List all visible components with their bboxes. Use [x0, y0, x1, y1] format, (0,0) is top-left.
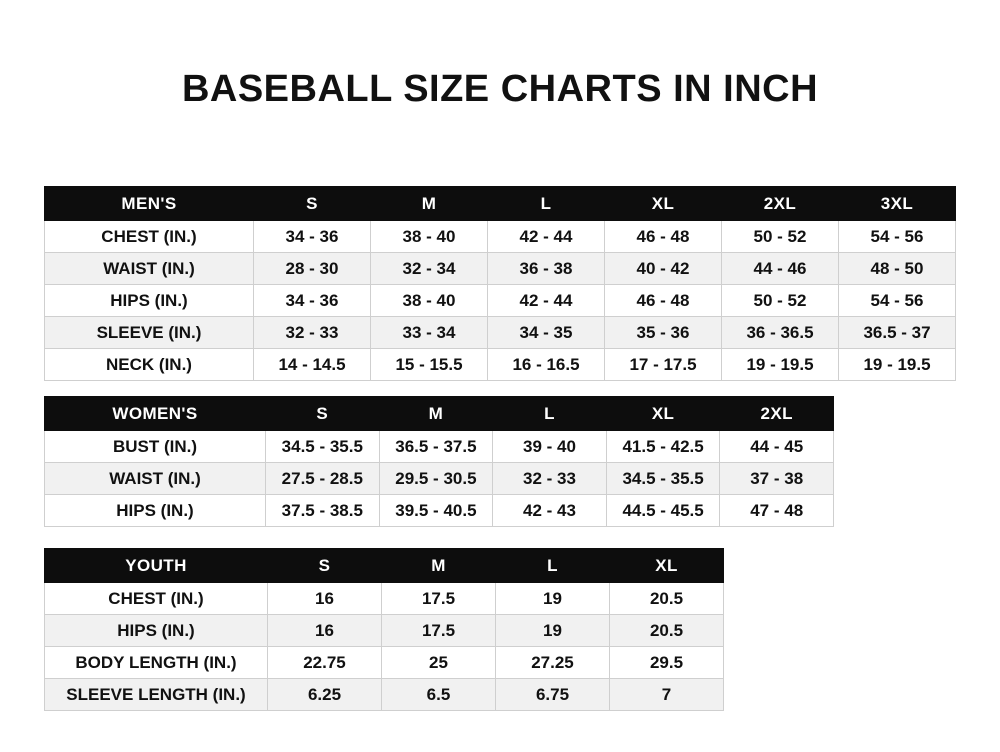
- row-label: WAIST (IN.): [45, 253, 254, 285]
- measurement-cell: 28 - 30: [254, 253, 371, 285]
- column-header-2xl: 2XL: [722, 187, 839, 221]
- measurement-cell: 19: [496, 615, 610, 647]
- row-label: HIPS (IN.): [45, 615, 268, 647]
- table-header-row: [45, 397, 834, 431]
- column-header-m: M: [379, 397, 493, 431]
- measurement-cell: 33 - 34: [371, 317, 488, 349]
- measurement-cell: 32 - 33: [493, 463, 607, 495]
- measurement-cell: 36 - 38: [488, 253, 605, 285]
- womens-chart-title-cell: WOMEN'S: [45, 397, 266, 431]
- measurement-cell: 17 - 17.5: [605, 349, 722, 381]
- measurement-cell: 54 - 56: [839, 285, 956, 317]
- measurement-cell: 39.5 - 40.5: [379, 495, 493, 527]
- measurement-cell: 17.5: [382, 615, 496, 647]
- measurement-cell: 46 - 48: [605, 221, 722, 253]
- measurement-cell: 29.5 - 30.5: [379, 463, 493, 495]
- measurement-cell: 47 - 48: [720, 495, 834, 527]
- measurement-cell: 7: [610, 679, 724, 711]
- measurement-cell: 27.25: [496, 647, 610, 679]
- row-label: CHEST (IN.): [45, 221, 254, 253]
- table-row: [45, 253, 956, 285]
- measurement-cell: 40 - 42: [605, 253, 722, 285]
- measurement-cell: 41.5 - 42.5: [606, 431, 720, 463]
- measurement-cell: 6.75: [496, 679, 610, 711]
- youth-chart-title-cell: YOUTH: [45, 549, 268, 583]
- mens-chart-title-cell: MEN'S: [45, 187, 254, 221]
- column-header-m: M: [371, 187, 488, 221]
- measurement-cell: 44 - 45: [720, 431, 834, 463]
- row-label: HIPS (IN.): [45, 285, 254, 317]
- measurement-cell: 29.5: [610, 647, 724, 679]
- measurement-cell: 34 - 35: [488, 317, 605, 349]
- measurement-cell: 37.5 - 38.5: [266, 495, 380, 527]
- measurement-cell: 19: [496, 583, 610, 615]
- measurement-cell: 20.5: [610, 583, 724, 615]
- measurement-cell: 6.5: [382, 679, 496, 711]
- measurement-cell: 44 - 46: [722, 253, 839, 285]
- table-row: [45, 463, 834, 495]
- column-header-xl: XL: [610, 549, 724, 583]
- measurement-cell: 38 - 40: [371, 285, 488, 317]
- table-row: [45, 431, 834, 463]
- measurement-cell: 20.5: [610, 615, 724, 647]
- mens-chart-header: [45, 187, 956, 221]
- table-row: [45, 349, 956, 381]
- table-row: [45, 285, 956, 317]
- measurement-cell: 34.5 - 35.5: [606, 463, 720, 495]
- column-header-l: L: [496, 549, 610, 583]
- column-header-3xl: 3XL: [839, 187, 956, 221]
- measurement-cell: 42 - 44: [488, 221, 605, 253]
- measurement-cell: 39 - 40: [493, 431, 607, 463]
- youth-chart-header: [45, 549, 724, 583]
- table-row: [45, 647, 724, 679]
- measurement-cell: 38 - 40: [371, 221, 488, 253]
- measurement-cell: 44.5 - 45.5: [606, 495, 720, 527]
- womens-size-chart: [44, 396, 834, 527]
- column-header-m: M: [382, 549, 496, 583]
- table-row: [45, 583, 724, 615]
- measurement-cell: 6.25: [268, 679, 382, 711]
- column-header-s: S: [254, 187, 371, 221]
- column-header-2xl: 2XL: [720, 397, 834, 431]
- measurement-cell: 42 - 43: [493, 495, 607, 527]
- measurement-cell: 42 - 44: [488, 285, 605, 317]
- measurement-cell: 34 - 36: [254, 221, 371, 253]
- table-row: [45, 221, 956, 253]
- womens-chart-header: [45, 397, 834, 431]
- row-label: SLEEVE (IN.): [45, 317, 254, 349]
- measurement-cell: 32 - 34: [371, 253, 488, 285]
- row-label: HIPS (IN.): [45, 495, 266, 527]
- measurement-cell: 54 - 56: [839, 221, 956, 253]
- table-row: [45, 615, 724, 647]
- page-title: BASEBALL SIZE CHARTS IN INCH: [181, 68, 819, 110]
- row-label: BUST (IN.): [45, 431, 266, 463]
- measurement-cell: 32 - 33: [254, 317, 371, 349]
- row-label: WAIST (IN.): [45, 463, 266, 495]
- mens-chart-body: [45, 221, 956, 381]
- measurement-cell: 50 - 52: [722, 221, 839, 253]
- measurement-cell: 37 - 38: [720, 463, 834, 495]
- measurement-cell: 19 - 19.5: [722, 349, 839, 381]
- measurement-cell: 27.5 - 28.5: [266, 463, 380, 495]
- row-label: CHEST (IN.): [45, 583, 268, 615]
- row-label: BODY LENGTH (IN.): [45, 647, 268, 679]
- row-label: NECK (IN.): [45, 349, 254, 381]
- measurement-cell: 36.5 - 37.5: [379, 431, 493, 463]
- measurement-cell: 48 - 50: [839, 253, 956, 285]
- table-row: [45, 317, 956, 349]
- measurement-cell: 36 - 36.5: [722, 317, 839, 349]
- mens-size-chart: [44, 186, 956, 381]
- measurement-cell: 50 - 52: [722, 285, 839, 317]
- youth-size-chart: [44, 548, 724, 711]
- measurement-cell: 34 - 36: [254, 285, 371, 317]
- measurement-cell: 19 - 19.5: [839, 349, 956, 381]
- womens-chart-body: [45, 431, 834, 527]
- measurement-cell: 35 - 36: [605, 317, 722, 349]
- measurement-cell: 36.5 - 37: [839, 317, 956, 349]
- column-header-l: L: [493, 397, 607, 431]
- column-header-xl: XL: [605, 187, 722, 221]
- column-header-xl: XL: [606, 397, 720, 431]
- measurement-cell: 15 - 15.5: [371, 349, 488, 381]
- table-header-row: [45, 187, 956, 221]
- measurement-cell: 25: [382, 647, 496, 679]
- table-row: [45, 679, 724, 711]
- row-label: SLEEVE LENGTH (IN.): [45, 679, 268, 711]
- measurement-cell: 46 - 48: [605, 285, 722, 317]
- column-header-s: S: [268, 549, 382, 583]
- measurement-cell: 16: [268, 615, 382, 647]
- table-row: [45, 495, 834, 527]
- measurement-cell: 22.75: [268, 647, 382, 679]
- measurement-cell: 16: [268, 583, 382, 615]
- table-header-row: [45, 549, 724, 583]
- measurement-cell: 16 - 16.5: [488, 349, 605, 381]
- measurement-cell: 14 - 14.5: [254, 349, 371, 381]
- youth-chart-body: [45, 583, 724, 711]
- column-header-l: L: [488, 187, 605, 221]
- measurement-cell: 17.5: [382, 583, 496, 615]
- column-header-s: S: [266, 397, 380, 431]
- measurement-cell: 34.5 - 35.5: [266, 431, 380, 463]
